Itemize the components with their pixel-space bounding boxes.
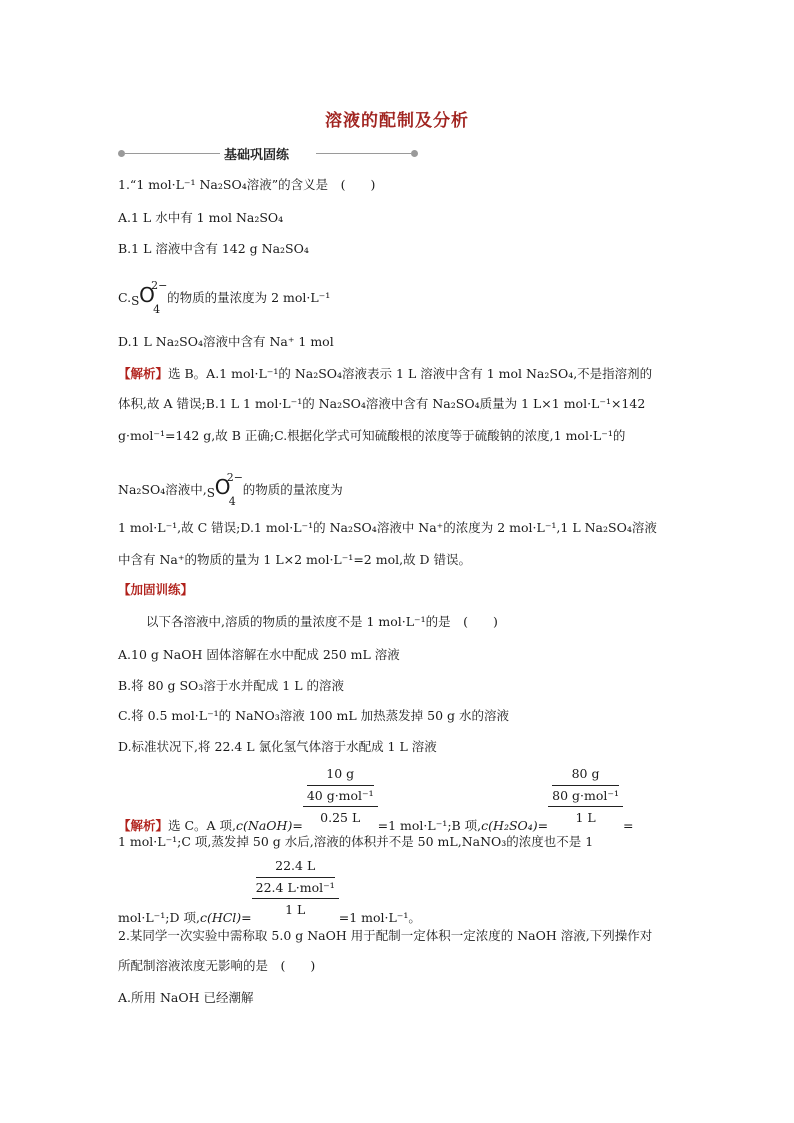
question-2-option-a: A.所用 NaOH 已经潮解	[118, 990, 254, 1005]
section-rule-left	[125, 153, 220, 154]
extra-option-a: A.10 g NaOH 固体溶解在水中配成 250 mL 溶液	[118, 647, 400, 662]
option-c-text: 的物质的量浓度为 2 mol·L⁻¹	[167, 290, 331, 305]
option-c-prefix: C.	[118, 290, 132, 305]
question-1-stem: 1.“1 mol·L⁻¹ Na₂SO₄溶液”的含义是 ( )	[118, 177, 376, 192]
answer-1-line-6: 中含有 Na⁺的物质的量为 1 L×2 mol·L⁻¹=2 mol,故 D 错误。	[118, 552, 472, 567]
section-header	[118, 146, 418, 163]
page-title: 溶液的配制及分析	[325, 111, 469, 131]
answer-2-line-1: 【解析】选 C。A 项,c(NaOH)= 10 g 40 g·mol⁻¹ 0.25 L =1 mol·L⁻¹;B 项,c(H₂SO₄)= 80 g 80 g·mol⁻¹ 1 L =	[118, 766, 634, 833]
question-2-line-1: 2.某同学一次实验中需称取 5.0 g NaOH 用于配制一定体积一定浓度的 NaOH 溶液,下列操作对	[118, 928, 653, 943]
extra-option-d: D.标准状况下,将 22.4 L 氯化氢气体溶于水配成 1 L 溶液	[118, 739, 437, 754]
sulfate-ion: S O 2− 4	[206, 471, 243, 508]
fraction-hcl: 22.4 L 22.4 L·mol⁻¹ 1 L	[252, 858, 339, 918]
sulfate-ion: S O 2− 4	[131, 279, 168, 316]
extra-training-tag: 【加固训练】	[118, 582, 194, 597]
extra-question-stem: 以下各溶液中,溶质的物质的量浓度不是 1 mol·L⁻¹的是 ( )	[146, 614, 498, 629]
question-1-option-a: A.1 L 水中有 1 mol Na₂SO₄	[118, 210, 284, 225]
question-2-line-2: 所配制溶液浓度无影响的是 ( )	[118, 958, 316, 973]
question-1-option-d: D.1 L Na₂SO₄溶液中含有 Na⁺ 1 mol	[118, 334, 334, 349]
answer-2-line-3: mol·L⁻¹;D 项,c(HCl)= 22.4 L 22.4 L·mol⁻¹ 1 L =1 mol·L⁻¹。	[118, 858, 421, 925]
answer-tag: 【解析】	[118, 366, 169, 381]
answer-1-line-3: g·mol⁻¹=142 g,故 B 正确;C.根据化学式可知硫酸根的浓度等于硫酸钠的浓度,1 mol·L⁻¹的	[118, 428, 626, 443]
answer-1-line-2: 体积,故 A 错误;B.1 L 1 mol·L⁻¹的 Na₂SO₄溶液中含有 Na₂SO₄质量为 1 L×1 mol·L⁻¹×142	[118, 396, 646, 411]
fraction-h2so4: 80 g 80 g·mol⁻¹ 1 L	[548, 766, 623, 826]
fraction-naoh: 10 g 40 g·mol⁻¹ 0.25 L	[303, 766, 378, 826]
section-label: 基础巩固练	[224, 148, 290, 163]
answer-1-line-5: 1 mol·L⁻¹,故 C 错误;D.1 mol·L⁻¹的 Na₂SO₄溶液中 Na⁺的浓度为 2 mol·L⁻¹,1 L Na₂SO₄溶液	[118, 520, 657, 535]
section-rule-right	[316, 153, 411, 154]
extra-option-c: C.将 0.5 mol·L⁻¹的 NaNO₃溶液 100 mL 加热蒸发掉 50 g 水的溶液	[118, 708, 509, 723]
question-1-option-c	[118, 279, 331, 316]
answer-1-line-4: Na₂SO₄溶液中, S O 2− 4 的物质的量浓度为	[118, 471, 343, 508]
extra-option-b: B.将 80 g SO₃溶于水并配成 1 L 的溶液	[118, 678, 344, 693]
answer-tag: 【解析】	[118, 817, 169, 833]
question-1-option-b: B.1 L 溶液中含有 142 g Na₂SO₄	[118, 241, 309, 256]
section-dot-left	[118, 150, 125, 157]
answer-1-line-1: 【解析】选 B。A.1 mol·L⁻¹的 Na₂SO₄溶液表示 1 L 溶液中含有 1 mol Na₂SO₄,不是指溶剂的	[118, 366, 653, 381]
answer-2-line-2: 1 mol·L⁻¹;C 项,蒸发掉 50 g 水后,溶液的体积并不是 50 mL,NaNO₃的浓度也不是 1	[118, 834, 594, 849]
section-dot-right	[411, 150, 418, 157]
